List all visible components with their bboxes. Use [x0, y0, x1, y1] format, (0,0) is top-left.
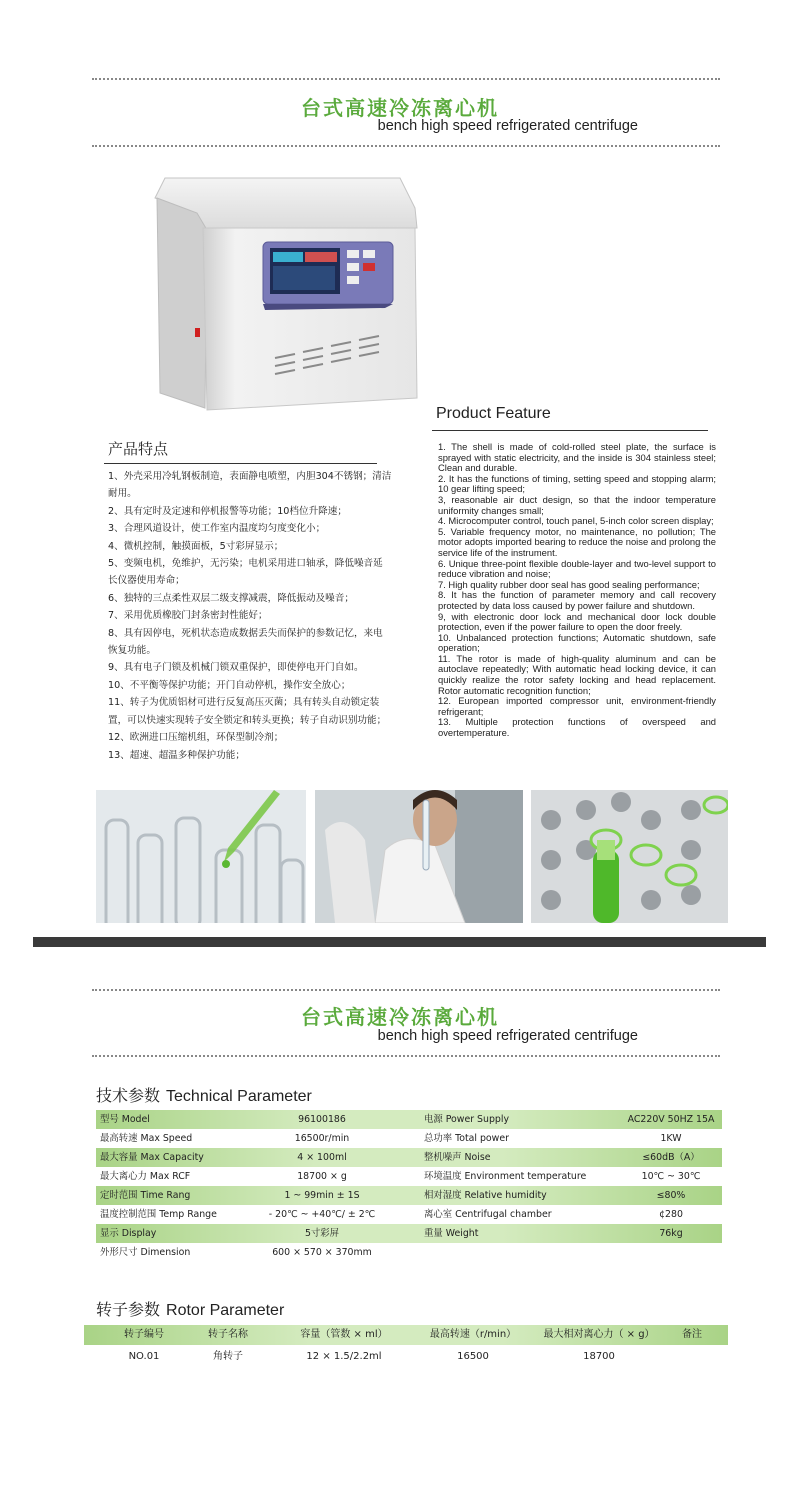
heading-en: Technical Parameter: [166, 1088, 312, 1105]
heading-underline: [104, 463, 377, 464]
dotted-divider: [92, 145, 720, 147]
list-item: 9, with electronic door lock and mechanical door lock double protection, even if the power failure to open the door freely.: [438, 610, 716, 633]
list-item: 3、合理风道设计，使工作室内温度均匀度变化小；: [108, 523, 326, 535]
heading-en: Rotor Parameter: [166, 1302, 285, 1319]
scientist-photo: [315, 790, 523, 923]
list-item: 8、具有因停电，死机状态造成数据丢失而保护的参数记忆，来电恢复功能。: [108, 627, 383, 657]
centrifuge-product-image: [145, 168, 435, 418]
list-item: 5、变频电机，免维护，无污染；电机采用进口轴承，降低噪音延长仪器使用寿命；: [108, 558, 383, 587]
features-cn-list: [108, 468, 392, 764]
column-header: 转子名称: [208, 1329, 248, 1340]
column-header: 最高转速（r/min）: [429, 1329, 517, 1340]
param-value: 1KW: [660, 1133, 682, 1144]
param-label: 型号 Model: [100, 1114, 150, 1125]
product-feature-list: [438, 442, 716, 739]
column-header: 容量（管数 × ml）: [300, 1329, 388, 1340]
table-row: [96, 1110, 722, 1129]
technical-parameter-heading: [96, 1083, 312, 1106]
section-divider-bar: [33, 937, 766, 947]
param-value: ¢280: [659, 1209, 683, 1220]
list-item: 9、具有电子门锁及机械门锁双重保护，即使停电开门自如。: [108, 662, 364, 674]
table-row: [96, 1129, 722, 1148]
dotted-divider: [92, 1055, 720, 1057]
param-value: AC220V 50HZ 15A: [627, 1114, 715, 1125]
param-label: 最大离心力 Max RCF: [100, 1171, 191, 1182]
list-item: 2. It has the functions of timing, setting speed and stopping alarm; 10 gear lifting speed;: [438, 472, 716, 495]
param-value: 600 × 570 × 370mm: [272, 1247, 372, 1258]
list-item: 13、超速、超温多种保护功能；: [108, 749, 245, 761]
list-item: 11. The rotor is made of high-quality aluminum and can be autoclave repeatedly; With automatic head locking device, it can quickly realize the rotor safety locking and head replacement. Rotor automatic recognition function;: [438, 652, 716, 696]
rotor-table-header: [84, 1325, 728, 1345]
tube-rack-photo: [531, 790, 728, 923]
list-item: 13. Multiple protection functions of overspeed and overtemperature.: [438, 716, 716, 739]
column-header: 最大相对离心力（ × g）: [543, 1329, 655, 1340]
dotted-divider: [92, 78, 720, 80]
dotted-divider: [92, 989, 720, 991]
param-value: 10℃ ~ 30℃: [641, 1171, 701, 1182]
test-tubes-photo: [96, 790, 306, 923]
param-label: 定时范围 Time Rang: [100, 1190, 191, 1201]
page-title-cn: 台式高速冷冻离心机: [301, 96, 499, 120]
features-cn-heading: 产品特点: [108, 440, 169, 458]
param-value: ≤80%: [656, 1190, 686, 1201]
param-value: 76kg: [659, 1228, 683, 1239]
table-cell: 16500: [457, 1351, 489, 1362]
param-label: 整机噪声 Noise: [424, 1152, 491, 1163]
param-value: 16500r/min: [294, 1133, 350, 1144]
param-label: 最大容量 Max Capacity: [100, 1152, 204, 1163]
column-header: 转子编号: [124, 1329, 164, 1340]
heading-cn: 转子参数: [96, 1300, 161, 1319]
table-cell: 18700: [583, 1351, 615, 1362]
list-item: 12. European imported compressor unit, environment-friendly refrigerant;: [438, 695, 716, 717]
table-cell: 12 × 1.5/2.2ml: [306, 1351, 382, 1362]
list-item: 1. The shell is made of cold-rolled steel plate, the surface is sprayed with static electricity, and the inside is 304 stainless steel; Clean and durable.: [438, 441, 716, 474]
table-row: [96, 1167, 722, 1186]
table-row: [96, 1243, 722, 1262]
page-title-en: bench high speed refrigerated centrifuge: [377, 118, 638, 134]
list-item: 12、欧洲进口压缩机组，环保型制冷剂；: [108, 732, 284, 744]
product-feature-heading: Product Feature: [436, 405, 551, 422]
table-cell: NO.01: [128, 1351, 160, 1362]
param-label: 环境温度 Environment temperature: [424, 1171, 587, 1182]
param-label: 显示 Display: [100, 1228, 157, 1239]
column-header: 备注: [682, 1329, 702, 1340]
table-row: [96, 1148, 722, 1167]
heading-cn: 技术参数: [96, 1086, 161, 1105]
param-value: 96100186: [298, 1114, 346, 1125]
list-item: 6. Unique three-point flexible double-layer and two-level support to reduce vibration and noise;: [438, 557, 716, 580]
list-item: 10、不平衡等保护功能；开门自动停机，操作安全放心；: [108, 679, 351, 691]
page-title-cn: 台式高速冷冻离心机: [301, 1005, 499, 1029]
param-label: 温度控制范围 Temp Range: [100, 1209, 217, 1220]
table-row: [96, 1205, 722, 1224]
param-value: 1 ~ 99min ± 1S: [284, 1190, 360, 1201]
rotor-parameter-heading: [96, 1297, 284, 1320]
param-value: - 20℃ ~ +40℃/ ± 2℃: [268, 1209, 376, 1220]
param-label: 最高转速 Max Speed: [100, 1133, 193, 1144]
list-item: 3, reasonable air duct design, so that the indoor temperature uniformity changes small;: [438, 493, 716, 516]
list-item: 7. High quality rubber door seal has good sealing performance;: [438, 578, 700, 590]
heading-underline: [432, 430, 708, 431]
list-item: 4. Microcomputer control, touch panel, 5-inch color screen display;: [438, 515, 714, 527]
param-label: 总功率 Total power: [424, 1133, 509, 1144]
table-row: [96, 1224, 722, 1243]
table-row: [96, 1186, 722, 1205]
list-item: 11、转子为优质铝材可进行反复高压灭菌；具有转头自动锁定装置，可以快速实现转子安全锁定和转头更换；转子自动识别功能；: [108, 697, 387, 726]
table-row: [84, 1347, 728, 1367]
param-label: 离心室 Centrifugal chamber: [424, 1209, 552, 1220]
list-item: 5. Variable frequency motor, no maintenance, no pollution; The motor adopts imported bearing to reduce the noise and prolong the service life of the instrument.: [438, 525, 716, 558]
list-item: 10. Unbalanced protection functions; Automatic shutdown, safe operation;: [438, 631, 716, 654]
param-value: 18700 × g: [297, 1171, 347, 1182]
page-title-en: bench high speed refrigerated centrifuge: [377, 1028, 638, 1044]
list-item: 1、外壳采用冷轧钢板制造，表面静电喷塑，内胆304不锈钢；清洁耐用。: [108, 471, 392, 500]
param-label: 相对湿度 Relative humidity: [424, 1190, 547, 1201]
param-label: 外形尺寸 Dimension: [100, 1247, 191, 1258]
param-value: 5寸彩屏: [304, 1228, 340, 1239]
param-value: 4 × 100ml: [297, 1152, 347, 1163]
param-label: 电源 Power Supply: [424, 1114, 510, 1125]
list-item: 6、独特的三点柔性双层二级支撑减震，降低振动及噪音；: [108, 592, 354, 604]
list-item: 4、微机控制，触摸面板，5寸彩屏显示；: [108, 540, 284, 552]
param-label: 重量 Weight: [424, 1228, 479, 1239]
list-item: 2、具有定时及定速和停机报警等功能；10档位升降速；: [108, 505, 347, 517]
table-cell: 角转子: [213, 1351, 243, 1362]
list-item: 7、采用优质橡胶门封条密封性能好；: [108, 610, 268, 622]
param-value: ≤60dB（A）: [642, 1152, 700, 1163]
list-item: 8. It has the function of parameter memory and call recovery protected by data loss caused by power failure and shutdown.: [438, 589, 716, 611]
